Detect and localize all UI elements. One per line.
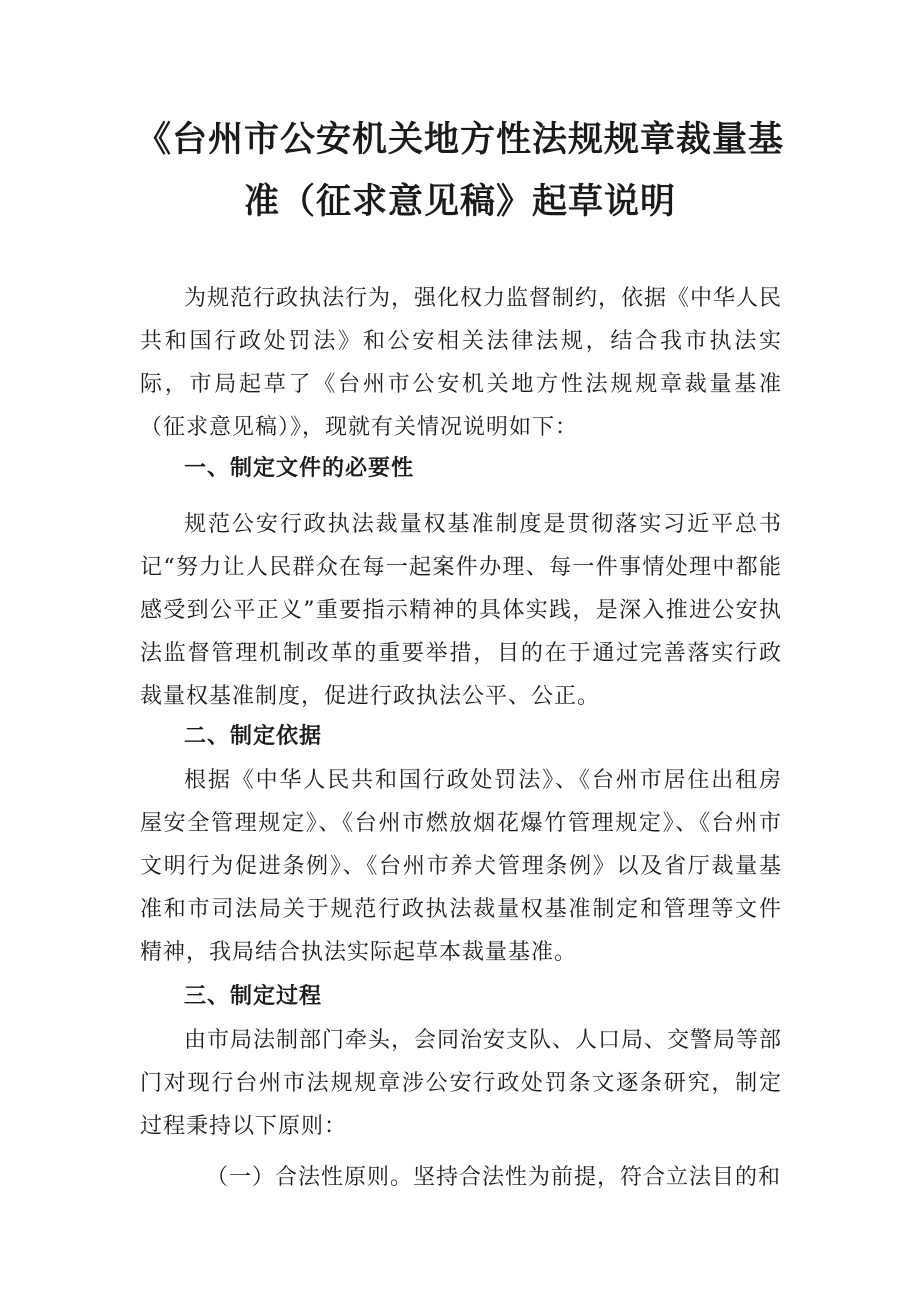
section-1-body: 规范公安行政执法裁量权基准制度是贯彻落实习近平总书记“努力让人民群众在每一起案件办理、每一件事情处理中都能感受到公平正义”重要指示精神的具体实践，是深入推进公安执法监督管理机制改革的重要举措，目的在于通过完善落实行政裁量权基准制度，促进行政执法公平、公正。	[140, 512, 782, 709]
document-title-line-2: 准（征求意见稿》起草说明	[243, 182, 676, 222]
intro-paragraph: 为规范行政执法行为，强化权力监督制约，依据《中华人民共和国行政处罚法》和公安相关法律法规，结合我市执法实际，市局起草了《台州市公安机关地方性法规规章裁量基准（征求意见稿）》，现就有关情况说明如下：	[140, 286, 783, 440]
section-3-body: 由市局法制部门牵头，会同治安支队、人口局、交警局等部门对现行台州市法规规章涉公安行政处罚条文逐条研究，制定过程秉持以下原则：	[140, 1028, 783, 1139]
section-2-heading: 二、制定依据	[184, 724, 323, 749]
principle-1-paragraph: （一）合法性原则。坚持合法性为前提，符合立法目的和	[206, 1165, 782, 1190]
section-1-heading: 一、制定文件的必要性	[184, 456, 415, 481]
document-title-line-1: 《台州市公安机关地方性法规规章裁量基	[135, 120, 784, 160]
section-2-body: 根据《中华人民共和国行政处罚法》、《台州市居住出租房屋安全管理规定》、《台州市燃放烟花爆竹管理规定》、《台州市文明行为促进条例》、《台州市养犬管理条例》以及省厅裁量基准和市司法局关于规范行政执法裁量权基准制定和管理等文件精神，我局结合执法实际起草本裁量基准。	[140, 768, 782, 965]
section-3-heading: 三、制定过程	[184, 984, 323, 1009]
